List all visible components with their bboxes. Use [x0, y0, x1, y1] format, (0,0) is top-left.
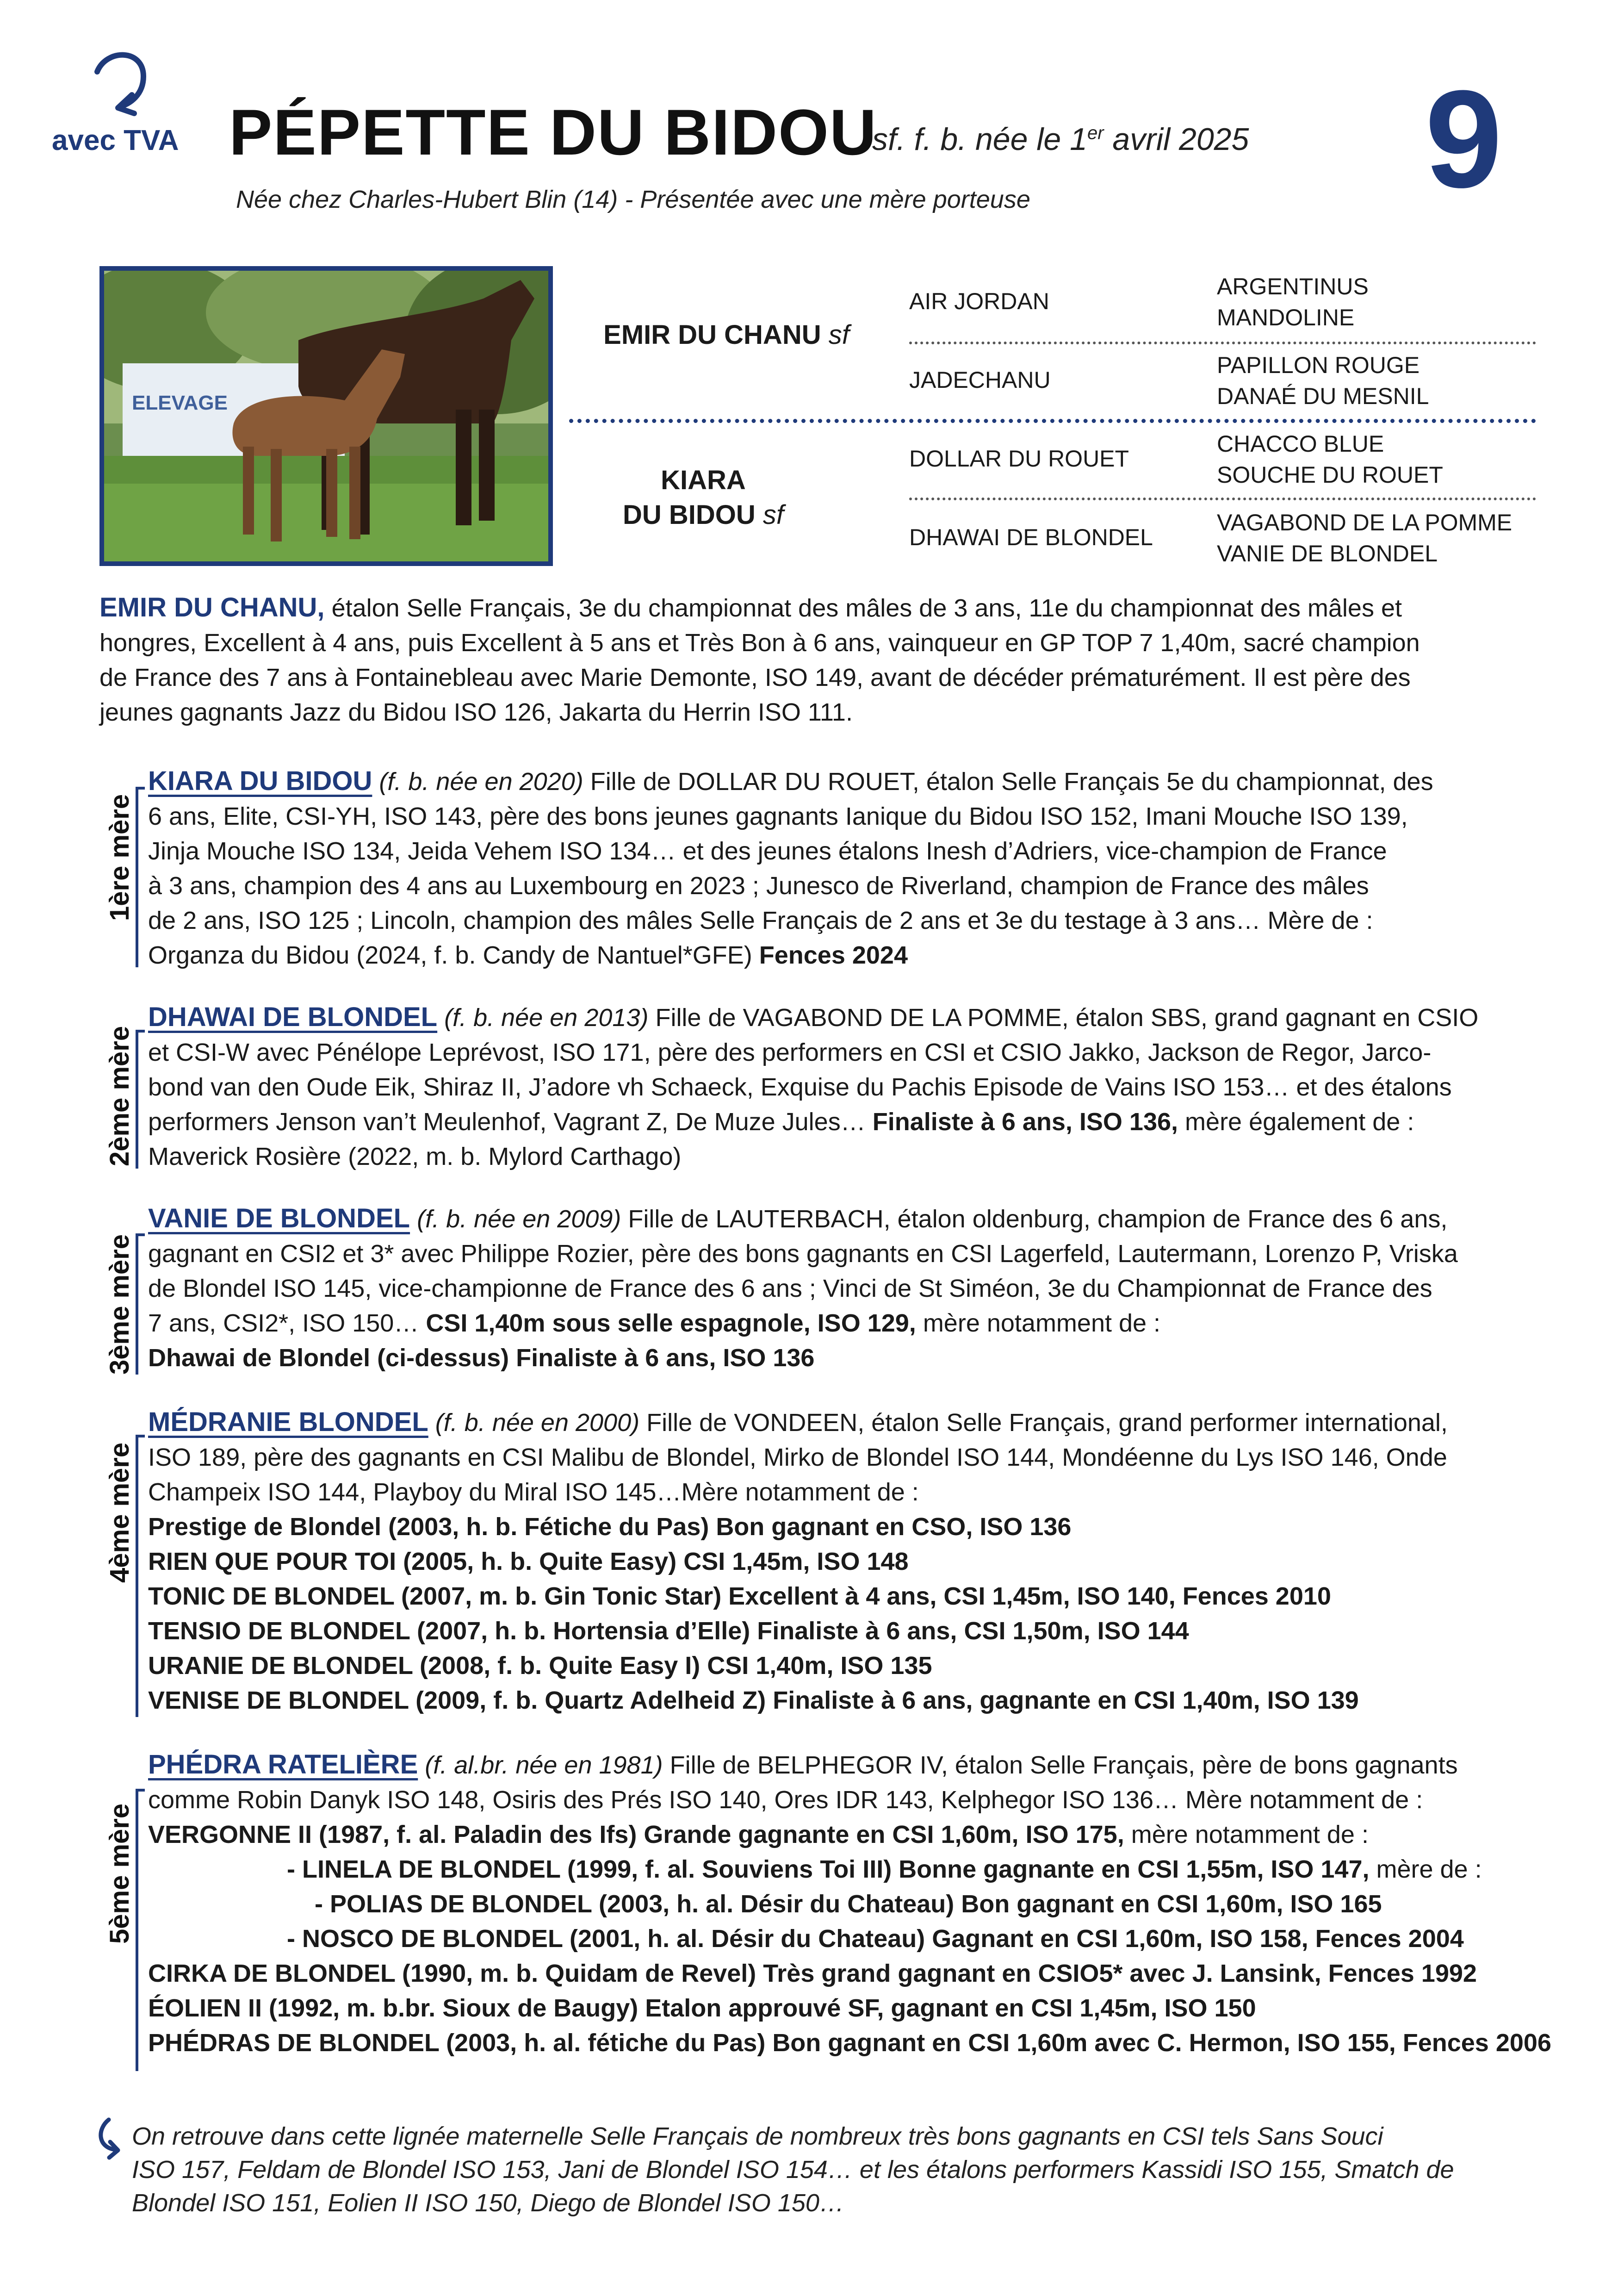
banner-text: ELEVAGE	[132, 392, 228, 414]
mere-bracket-5	[136, 1789, 138, 2071]
horse-photo	[99, 266, 553, 566]
pedigree-sire: EMIR DU CHANU sf	[603, 320, 849, 350]
mere-1-text: KIARA DU BIDOU (f. b. née en 2020) Fille de DOLLAR DU ROUET, étalon Selle Français 5e du championnat, des 6 ans, Elite, CSI-YH, ISO 143, père des bons jeunes gagnants Ianique du Bidou ISO 152, Imani Mouche ISO 139, Jinja Mouche ISO 134, Jeida Vehem ISO 134… et des jeunes étalons Inesh d’Adriers, vice-champion de France à 3 ans, champion des 4 ans au Luxembourg en 2023 ; Junesco de Riverland, champion de France des mâles de 2 ans, ISO 125 ; Lincoln, champion des mâles Selle Français de 2 ans et 3e du testage à 3 ans… Mère de : Organza du Bidou (2024, f. b. Candy de Nantuel*GFE) Fences 2024	[148, 766, 1433, 969]
pedigree-gen3-6: SOUCHE DU ROUET	[1217, 462, 1443, 488]
pedigree-dam: KIARA DU BIDOU sf	[622, 465, 784, 530]
pedigree-gen2-1: AIR JORDAN	[909, 288, 1049, 314]
lot-number: 9	[1425, 61, 1502, 217]
horse-subtitle: sf. f. b. née le 1er avril 2025	[872, 122, 1249, 157]
pedigree-divider-bottom	[909, 498, 1536, 500]
mare-and-foal-image	[104, 271, 548, 561]
mere-3-text: VANIE DE BLONDEL (f. b. née en 2009) Fille de LAUTERBACH, étalon oldenburg, champion de France des 6 ans, gagnant en CSI2 et 3* avec Philippe Rozier, père des bons gagnants en CSI Lagerfeld, Lautermann, Lorenzo P, Vriska de Blondel ISO 145, vice-championne de France des 6 ans ; Vinci de St Siméon, 3e du Championnat de France des 7 ans, CSI2*, ISO 150… CSI 1,40m sous selle espagnole, ISO 129, mère notamment de : Dhawai de Blondel (ci-dessus) Finaliste à 6 ans, ISO 136	[148, 1203, 1458, 1372]
mere-label-3: 3ème mère	[105, 1234, 135, 1375]
pedigree-gen3-7: VAGABOND DE LA POMME	[1217, 510, 1513, 535]
pedigree-gen3-2: MANDOLINE	[1217, 305, 1355, 330]
sire-description: EMIR DU CHANU, étalon Selle Français, 3e du championnat des mâles de 3 ans, 11e du championnat des mâles et hongres, Excellent à 4 ans, puis Excellent à 5 ans et Très Bon à 6 ans, vainqueur en GP TOP 7 1,40m, sacré champion de France des 7 ans à Fontainebleau avec Marie Demonte, ISO 149, avant de décéder prématurément. Il est père des jeunes gagnants Jazz du Bidou ISO 126, Jakarta du Herrin ISO 111.	[99, 592, 1420, 726]
breeder-line: Née chez Charles-Hubert Blin (14) - Présentée avec une mère porteuse	[236, 186, 1030, 213]
mere-label-2: 2ème mère	[105, 1026, 135, 1166]
mere-2-text: DHAWAI DE BLONDEL (f. b. née en 2013) Fille de VAGABOND DE LA POMME, étalon SBS, grand gagnant en CSIO et CSI-W avec Pénélope Leprévost, ISO 171, père des performers en CSI et CSIO Jakko, Jackson de Regor, Jarco- bond van den Oude Eik, Shiraz II, J’adore vh Schaeck, Exquise du Pachis Episode de Vains ISO 153… et des étalons performers Jenson van’t Meulenhof, Vagrant Z, De Muze Jules… Finaliste à 6 ans, ISO 136, mère également de : Maverick Rosière (2022, m. b. Mylord Carthago)	[148, 1002, 1479, 1170]
mere-bracket-3	[136, 1233, 138, 1375]
sire-name: EMIR DU CHANU,	[99, 592, 325, 622]
mere-label-1: 1ère mère	[105, 794, 135, 921]
mere-label-5: 5ème mère	[105, 1803, 135, 1944]
pedigree-gen2-2: JADECHANU	[909, 367, 1051, 393]
mere-bracket-1	[136, 787, 138, 967]
pedigree-gen3-1: ARGENTINUS	[1217, 274, 1369, 299]
pedigree-gen2-3: DOLLAR DU ROUET	[909, 446, 1129, 472]
pedigree-gen3-3: PAPILLON ROUGE	[1217, 352, 1420, 378]
pedigree-gen2-4: DHAWAI DE BLONDEL	[909, 524, 1153, 550]
pedigree-divider-main	[569, 419, 1536, 423]
mere-bracket-2	[136, 1030, 138, 1169]
pedigree-divider-top	[909, 342, 1536, 344]
horse-name-title: PÉPETTE DU BIDOU	[229, 96, 878, 168]
mere-4-text: MÉDRANIE BLONDEL (f. b. née en 2000) Fille de VONDEEN, étalon Selle Français, grand performer international, ISO 189, père des gagnants en CSI Malibu de Blondel, Mirko de Blondel ISO 144, Mondéenne du Lys ISO 146, Onde Champeix ISO 144, Playboy du Miral ISO 145…Mère notamment de : Prestige de Blondel (2003, h. b. Fétiche du Pas) Bon gagnant en CSO, ISO 136 RIEN QUE POUR TOI (2005, h. b. Quite Easy) CSI 1,45m, ISO 148 TONIC DE BLONDEL (2007, m. b. Gin Tonic Star) Excellent à 4 ans, CSI 1,45m, ISO 140, Fences 2010 TENSIO DE BLONDEL (2007, h. b. Hortensia d’Elle) Finaliste à 6 ans, CSI 1,50m, ISO 144 URANIE DE BLONDEL (2008, f. b. Quite Easy I) CSI 1,40m, ISO 135 VENISE DE BLONDEL (2009, f. b. Quartz Adelheid Z) Finaliste à 6 ans, gagnante en CSI 1,40m, ISO 139	[148, 1407, 1448, 1714]
tva-label: avec TVA	[52, 124, 179, 156]
curved-arrow-icon	[88, 44, 157, 118]
mere-5-text: PHÉDRA RATELIÈRE (f. al.br. née en 1981) Fille de BELPHEGOR IV, étalon Selle Français, père de bons gagnants comme Robin Danyk ISO 148, Osiris des Prés ISO 140, Ores IDR 143, Kelphegor ISO 136… Mère notamment de : VERGONNE II (1987, f. al. Paladin des Ifs) Grande gagnante en CSI 1,60m, ISO 175, mère notamment de : - LINELA DE BLONDEL (1999, f. al. Souviens Toi III) Bonne gagnante en CSI 1,55m, ISO 147, mère de : - POLIAS DE BLONDEL (2003, h. al. Désir du Chateau) Bon gagnant en CSI 1,60m, ISO 165 - NOSCO DE BLONDEL (2001, h. al. Désir du Chateau) Gagnant en CSI 1,60m, ISO 158, Fences 2004 CIRKA DE BLONDEL (1990, m. b. Quidam de Revel) Très grand gagnant en CSIO5* avec J. Lansink, Fences 1992 ÉOLIEN II (1992, m. b.br. Sioux de Baugy) Etalon approuvé SF, gagnant en CSI 1,45m, ISO 150 PHÉDRAS DE BLONDEL (2003, h. al. fétiche du Pas) Bon gagnant en CSI 1,60m avec C. Hermon, ISO 155, Fences 2006	[148, 1749, 1551, 2057]
mere-bracket-4	[136, 1435, 138, 1717]
mere-label-4: 4ème mère	[105, 1442, 135, 1583]
pedigree-gen3-5: CHACCO BLUE	[1217, 431, 1384, 457]
return-arrow-icon	[93, 2115, 130, 2161]
pedigree-gen3-8: VANIE DE BLONDEL	[1217, 541, 1438, 566]
pedigree-gen3-4: DANAÉ DU MESNIL	[1217, 383, 1429, 409]
footer-note: On retrouve dans cette lignée maternelle Selle Français de nombreux très bons gagnants en CSI tels Sans Souci ISO 157, Feldam de Blondel ISO 153, Jani de Blondel ISO 154… et les étalons performers Kassidi ISO 155, Smatch de Blondel ISO 151, Eolien II ISO 150, Diego de Blondel ISO 150…	[132, 2122, 1454, 2217]
